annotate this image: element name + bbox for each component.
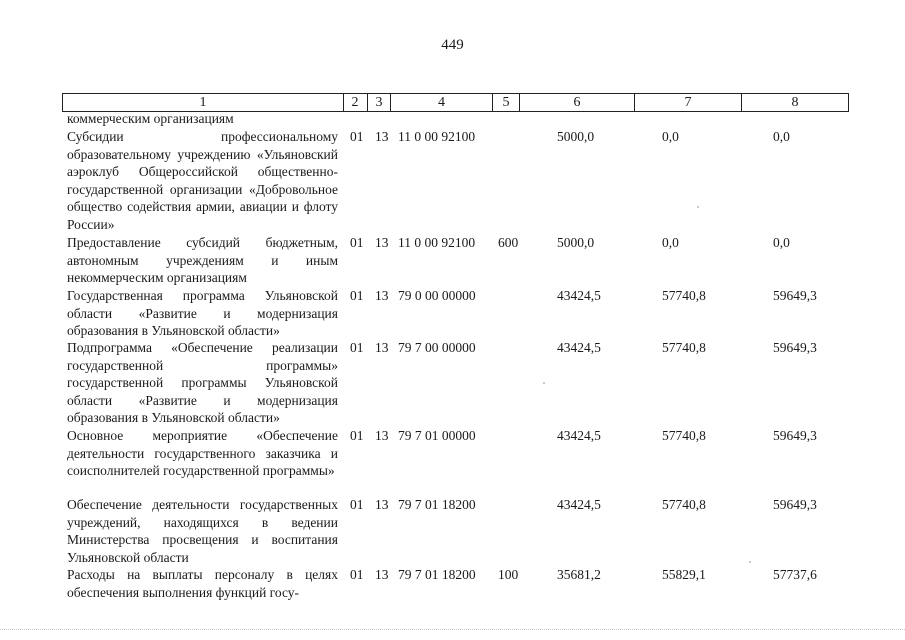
row-code-2: 01 bbox=[350, 129, 364, 144]
scan-edge-line bbox=[0, 629, 905, 630]
row-name: Субсидии профессиональному образовательному учреждению «Ульяновский аэроклуб Общероссийской общественно-государственной организации «Добровольное общество содействия армии, авиации и флоту России» bbox=[67, 129, 338, 232]
row-code-2: 01 bbox=[350, 567, 364, 582]
header-cell-1: 1 bbox=[62, 93, 344, 112]
row-code-3: 13 bbox=[375, 428, 389, 443]
row-code-2: 01 bbox=[350, 288, 364, 303]
row-value-8: 0,0 bbox=[773, 235, 790, 250]
row-name: Обеспечение деятельности государственных учреждений, находящихся в ведении Министерства просвещения и воспитания Ульяновской области bbox=[67, 497, 338, 565]
row-code-4: 79 7 01 18200 bbox=[398, 497, 476, 512]
row-code-2: 01 bbox=[350, 428, 364, 443]
row-code-2: 01 bbox=[350, 340, 364, 355]
row-value-7: 0,0 bbox=[662, 129, 679, 144]
row-code-3: 13 bbox=[375, 340, 389, 355]
row-code-3: 13 bbox=[375, 567, 389, 582]
row-value-7: 0,0 bbox=[662, 235, 679, 250]
row-value-7: 57740,8 bbox=[662, 497, 706, 512]
row-value-8: 59649,3 bbox=[773, 288, 817, 303]
row-code-5: 100 bbox=[498, 567, 519, 582]
row-value-6: 35681,2 bbox=[557, 567, 601, 582]
row-value-7: 57740,8 bbox=[662, 340, 706, 355]
row-name: Подпрограмма «Обеспечение реализации государственной программы» государственной программы Ульяновской области «Развитие и модернизация образования в Ульяновской области» bbox=[67, 340, 338, 426]
scan-speck bbox=[749, 561, 751, 563]
row-code-3: 13 bbox=[375, 288, 389, 303]
row-code-3: 13 bbox=[375, 235, 389, 250]
table-header bbox=[62, 93, 850, 112]
header-cell-4: 4 bbox=[391, 93, 493, 112]
page-number: 449 bbox=[441, 37, 464, 53]
header-cell-3: 3 bbox=[368, 93, 391, 112]
row-code-4: 79 7 01 18200 bbox=[398, 567, 476, 582]
row-value-6: 43424,5 bbox=[557, 497, 601, 512]
row-value-7: 57740,8 bbox=[662, 428, 706, 443]
row-value-6: 43424,5 bbox=[557, 288, 601, 303]
row-value-6: 5000,0 bbox=[557, 129, 595, 144]
header-cell-7: 7 bbox=[635, 93, 742, 112]
row-code-3: 13 bbox=[375, 129, 389, 144]
row-code-4: 11 0 00 92100 bbox=[398, 235, 476, 250]
row-code-4: 11 0 00 92100 bbox=[398, 129, 476, 144]
row-value-8: 57737,6 bbox=[773, 567, 817, 582]
row-value-8: 59649,3 bbox=[773, 497, 817, 512]
row-value-6: 43424,5 bbox=[557, 428, 601, 443]
row-value-6: 43424,5 bbox=[557, 340, 601, 355]
row-name: Основное мероприятие «Обеспечение деятельности государственного заказчика и соисполнителей государственной программы» bbox=[67, 428, 338, 479]
row-code-5: 600 bbox=[498, 235, 519, 250]
row-code-2: 01 bbox=[350, 235, 364, 250]
row-value-8: 59649,3 bbox=[773, 340, 817, 355]
header-cell-8: 8 bbox=[742, 93, 849, 112]
header-cell-5: 5 bbox=[493, 93, 520, 112]
row-code-2: 01 bbox=[350, 497, 364, 512]
row-name: Предоставление субсидий бюджетным, автономным учреждениям и иным некоммерческим организациям bbox=[67, 235, 338, 286]
row-name: Государственная программа Ульяновской области «Развитие и модернизация образования в Ульяновской области» bbox=[67, 288, 338, 339]
scan-speck bbox=[543, 382, 545, 384]
row-code-4: 79 0 00 00000 bbox=[398, 288, 476, 303]
continuation-text: коммерческим организациям bbox=[67, 111, 234, 126]
scan-speck bbox=[697, 206, 699, 208]
row-name: Расходы на выплаты персоналу в целях обеспечения выполнения функций госу- bbox=[67, 567, 338, 600]
row-code-4: 79 7 01 00000 bbox=[398, 428, 476, 443]
row-value-8: 59649,3 bbox=[773, 428, 817, 443]
row-code-4: 79 7 00 00000 bbox=[398, 340, 476, 355]
header-cell-6: 6 bbox=[520, 93, 635, 112]
row-code-3: 13 bbox=[375, 497, 389, 512]
row-value-8: 0,0 bbox=[773, 129, 790, 144]
row-value-6: 5000,0 bbox=[557, 235, 595, 250]
header-cell-2: 2 bbox=[343, 93, 368, 112]
row-value-7: 57740,8 bbox=[662, 288, 706, 303]
row-value-7: 55829,1 bbox=[662, 567, 706, 582]
